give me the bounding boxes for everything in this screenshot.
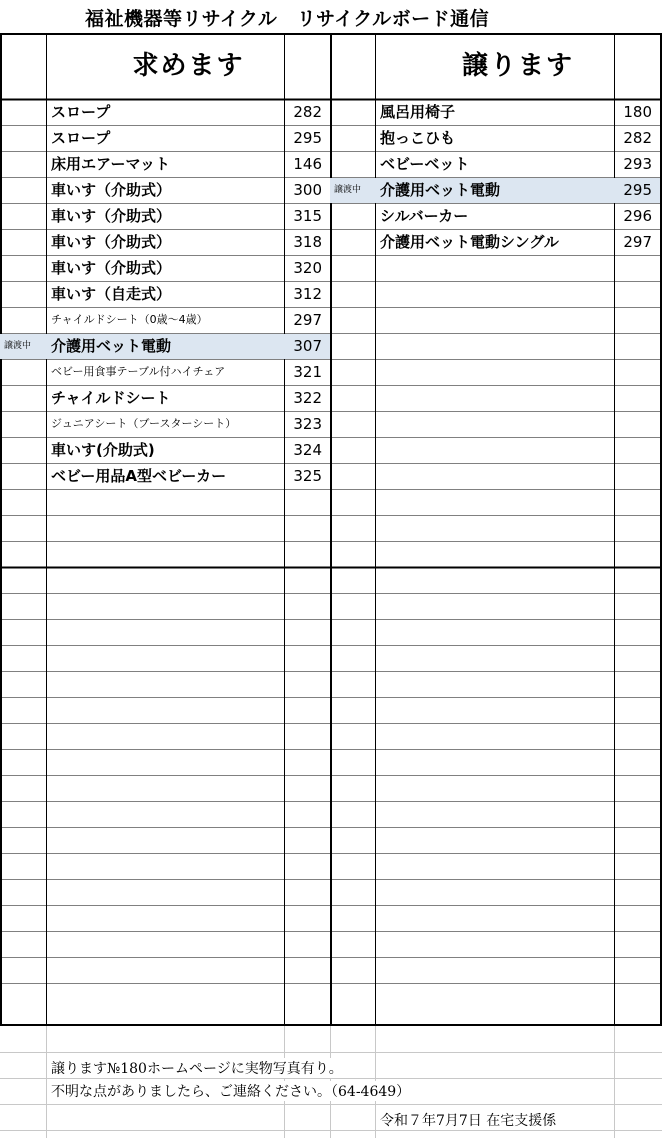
recycle-board-table [0,33,662,1026]
want-item-name: ベビー用食事テーブル付ハイチェア [51,365,226,378]
want-item-number: 307 [293,337,322,355]
want-item-number: 324 [293,441,322,459]
give-item-number: 180 [623,103,652,121]
footer-date-department: 令和７年7月7日 在宅支援係 [380,1110,560,1130]
want-header: 求めます [132,51,245,81]
give-item-number: 293 [623,155,652,173]
want-item-name: 床用エアーマット [51,155,170,173]
want-item-name: スロープ [51,129,111,147]
want-item-name: チャイルドシート [51,389,171,407]
give-item-name: 抱っこひも [380,129,456,147]
want-item-name: 車いす（介助式） [51,181,172,199]
want-item-number: 325 [293,467,322,485]
give-item-number: 295 [623,181,652,199]
give-item-name: 介護用ベット電動 [380,181,501,199]
want-item-number: 282 [293,103,322,121]
want-item-number: 315 [293,207,322,225]
want-item-name: 車いす（介助式） [51,207,172,225]
give-item-number: 296 [623,207,652,225]
want-item-name: ジュニアシート（ブースターシート） [51,417,237,430]
want-item-number: 295 [293,129,322,147]
want-item-name: 車いす（自走式） [51,285,172,303]
want-item-number: 146 [293,155,322,173]
footer [0,1026,662,1138]
want-item-name: 車いす(介助式) [51,441,155,459]
want-item-number: 312 [293,285,322,303]
want-item-number: 318 [293,233,322,251]
give-item-name: ベビーベット [380,155,470,173]
want-item-name: 車いす（介助式） [51,233,172,251]
give-item-number: 282 [623,129,652,147]
give-item-name: シルバーカー [380,207,469,225]
want-item-number: 322 [293,389,322,407]
want-item-name: 介護用ベット電動 [51,337,172,355]
want-item-name: チャイルドシート（0歳～4歳） [51,313,208,326]
want-item-number: 323 [293,415,322,433]
want-item-name: ベビー用品A型ベビーカー [51,467,227,485]
footer-note-photo: 譲ります№180ホームページに実物写真有り。 [51,1058,347,1078]
want-item-number: 320 [293,259,322,277]
give-header: 譲ります [461,51,574,81]
footer-note-contact: 不明な点がありましたら、ご連絡ください。（64-4649） [51,1081,414,1101]
want-item-number: 321 [293,363,322,381]
give-item-name: 介護用ベット電動シングル [380,233,559,251]
want-status-tag: 譲渡中 [4,341,32,351]
give-item-number: 297 [623,233,652,251]
document-title: 福祉機器等リサイクル リサイクルボード通信 [85,8,490,30]
give-status-tag: 譲渡中 [334,185,362,195]
document-title-bar [0,0,662,33]
want-item-number: 297 [293,311,322,329]
want-item-name: スロープ [51,103,111,121]
want-item-number: 300 [293,181,322,199]
give-item-name: 風呂用椅子 [380,103,456,121]
want-item-name: 車いす（介助式） [51,259,172,277]
